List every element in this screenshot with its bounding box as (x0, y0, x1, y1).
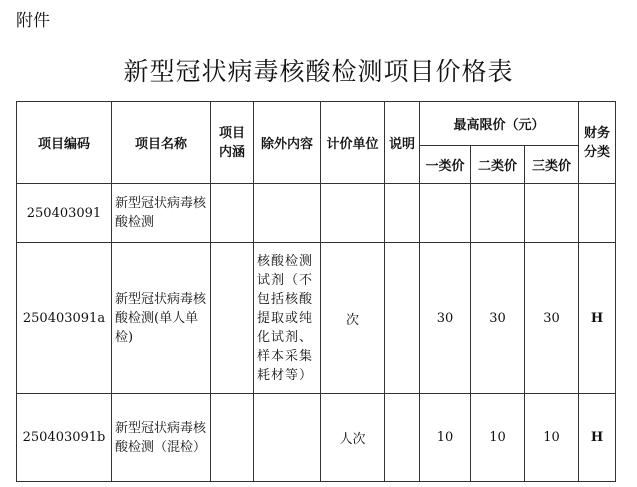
header-max-price: 最高限价（元） (420, 102, 579, 146)
header-class3: 三类价 (525, 146, 579, 184)
cell-name: 新型冠状病毒核酸检测（混检） (112, 394, 211, 482)
table-row (17, 184, 616, 243)
header-class1: 一类价 (420, 146, 471, 184)
cell-class3: 10 (525, 394, 579, 482)
cell-unit: 人次 (321, 394, 385, 482)
cell-connotation (211, 243, 254, 394)
cell-class3 (525, 184, 579, 243)
cell-unit (321, 184, 385, 243)
cell-note (385, 184, 420, 243)
cell-finance (579, 184, 616, 243)
cell-class3: 30 (525, 243, 579, 394)
cell-note (385, 243, 420, 394)
header-name: 项目名称 (112, 102, 211, 184)
cell-excluded (254, 184, 321, 243)
cell-name: 新型冠状病毒核酸检测 (112, 184, 211, 243)
header-connotation: 项目内涵 (211, 102, 254, 184)
cell-class1: 10 (420, 394, 471, 482)
cell-connotation (211, 184, 254, 243)
attachment-label: 附件 (16, 11, 50, 31)
cell-name: 新型冠状病毒核酸检测(单人单检) (112, 243, 211, 394)
cell-class2: 30 (471, 243, 525, 394)
cell-note (385, 394, 420, 482)
cell-class1 (420, 184, 471, 243)
cell-unit: 次 (321, 243, 385, 394)
cell-excluded (254, 394, 321, 482)
cell-excluded: 核酸检测试剂（不包括核酸提取或纯化试剂、样本采集耗材等） (254, 243, 321, 394)
header-note: 说明 (385, 102, 420, 184)
table-row (17, 243, 616, 394)
cell-code: 250403091a (17, 243, 112, 394)
table-row (17, 394, 616, 482)
cell-class2 (471, 184, 525, 243)
cell-connotation (211, 394, 254, 482)
header-unit: 计价单位 (321, 102, 385, 184)
header-finance: 财务分类 (579, 102, 616, 184)
cell-code: 250403091 (17, 184, 112, 243)
header-excluded: 除外内容 (254, 102, 321, 184)
cell-code: 250403091b (17, 394, 112, 482)
page-title: 新型冠状病毒核酸检测项目价格表 (123, 57, 514, 86)
cell-finance: H (579, 394, 616, 482)
header-code: 项目编码 (17, 102, 112, 184)
cell-class2: 10 (471, 394, 525, 482)
price-table (16, 101, 616, 482)
cell-class1: 30 (420, 243, 471, 394)
cell-finance: H (579, 243, 616, 394)
header-class2: 二类价 (471, 146, 525, 184)
